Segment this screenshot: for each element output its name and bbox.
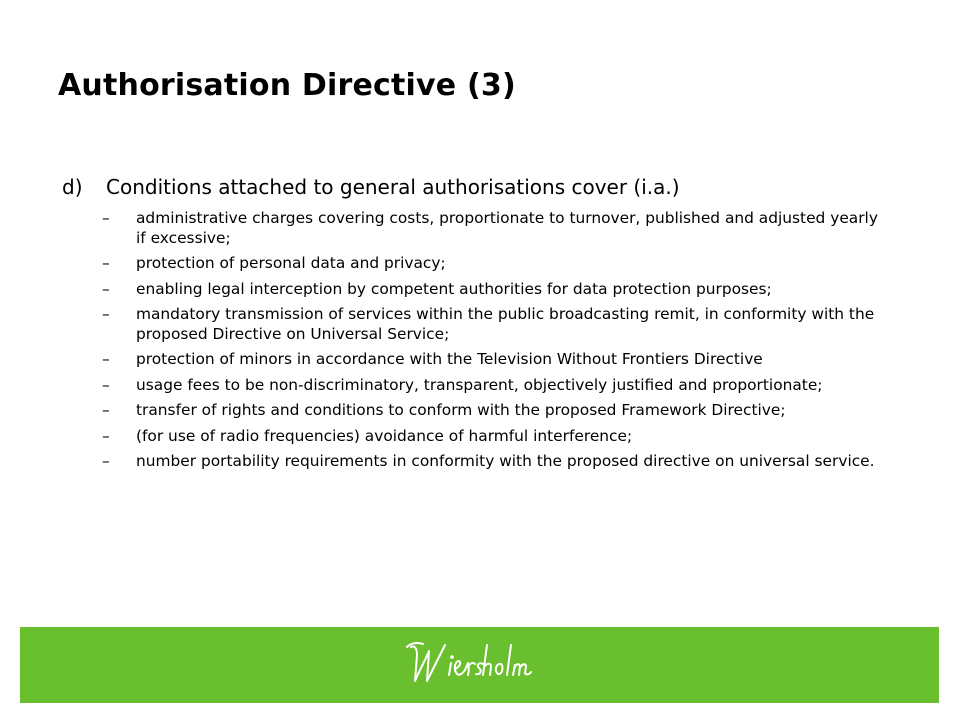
list-item [102, 305, 892, 344]
list-item-text: enabling legal interception by competent authorities for data protection purposes; [136, 279, 772, 298]
slide-title: Authorisation Directive (3) [58, 68, 516, 103]
dash-bullet: – [102, 426, 110, 445]
dash-bullet: – [102, 209, 110, 227]
list-item-text: usage fees to be non-discriminatory, transparent, objectively justified and proportionate; [136, 375, 823, 394]
dash-bullet: – [102, 375, 110, 394]
wiersholm-logo [405, 637, 555, 693]
dash-bullet: – [102, 452, 110, 470]
list-item-text: protection of minors in accordance with the Television Without Frontiers Directive [136, 350, 763, 368]
list-item [102, 254, 892, 274]
list-item [102, 452, 892, 472]
dash-bullet: – [102, 401, 110, 419]
main-point [62, 175, 680, 199]
list-item-text: number portability requirements in conformity with the proposed directive on universal service. [136, 452, 875, 470]
list-item [102, 401, 892, 421]
dash-bullet: – [102, 350, 110, 368]
list-item-text: mandatory transmission of services within the public broadcasting remit, in conformity with the proposed Directive on Universal Service; [136, 305, 875, 343]
dash-bullet: – [102, 254, 110, 272]
logo-text: Wiersholm [404, 637, 410, 638]
list-item-text: administrative charges covering costs, proportionate to turnover, published and adjusted yearly if excessive; [136, 209, 878, 247]
dash-bullet: – [102, 279, 110, 298]
list-item [102, 427, 892, 447]
main-point-text: Conditions attached to general authorisations cover (i.a.) [106, 175, 680, 199]
footer-bar [20, 627, 939, 703]
list-item [102, 376, 892, 396]
dash-bullet: – [102, 305, 110, 323]
list-item [102, 350, 892, 370]
list-item-text: protection of personal data and privacy; [136, 254, 446, 272]
list-item [102, 209, 892, 248]
list-item [102, 280, 892, 300]
main-point-marker: d) [62, 175, 83, 199]
list-item-text: (for use of radio frequencies) avoidance of harmful interference; [136, 426, 633, 445]
list-item-text: transfer of rights and conditions to conform with the proposed Framework Directive; [136, 401, 786, 419]
condition-list [102, 209, 892, 478]
